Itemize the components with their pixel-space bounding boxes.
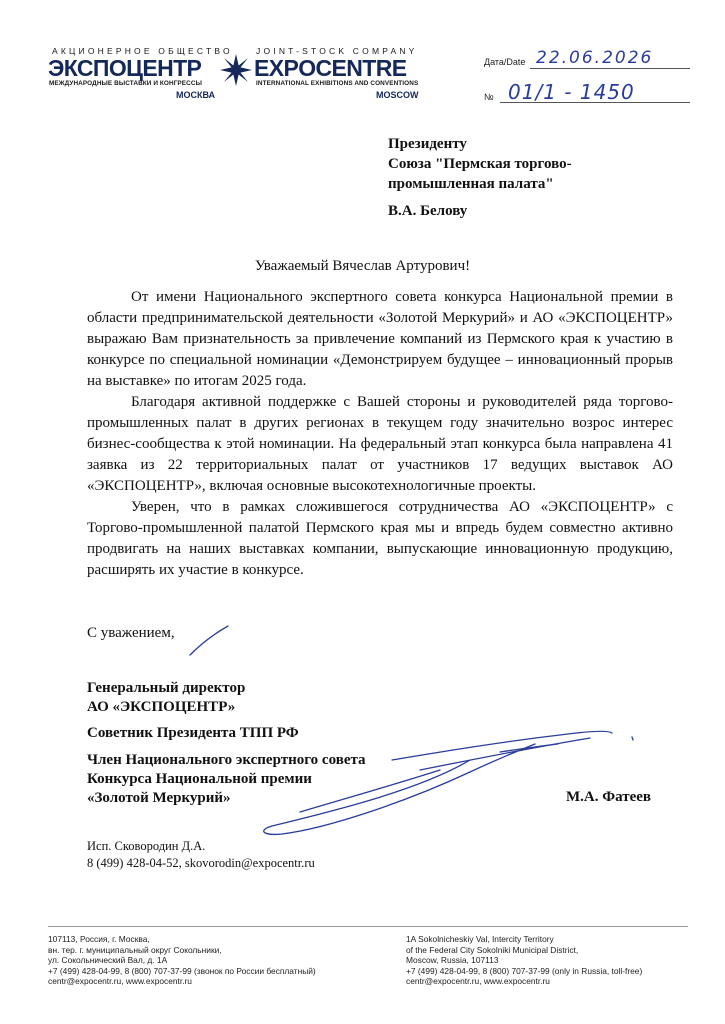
executor-info (87, 838, 315, 872)
logo-ru-city: МОСКВА (176, 90, 216, 100)
footer-en-line: Moscow, Russia, 107113 (406, 955, 499, 966)
signature-title-5: Конкурса Национальной премии (87, 771, 312, 787)
closing: С уважением, (87, 625, 175, 641)
footer-ru-line: 107113, Россия, г. Москва, (48, 934, 150, 944)
addressee-name: В.А. Белову (388, 203, 468, 219)
executor-contact: 8 (499) 428-04-52, skovorodin@expocentr.ru (87, 856, 315, 870)
footer-ru-line: ул. Сокольнический Вал, д. 1А (48, 955, 168, 966)
signer-name: М.А. Фатеев (566, 789, 652, 805)
signature-title-1: Генеральный директор (87, 680, 246, 696)
footer-ru-line: +7 (499) 428-04-99, 8 (800) 707-37-99 (звонок по России бесплатный) (48, 965, 316, 976)
logo-ru-subtitle: МЕЖДУНАРОДНЫЕ ВЫСТАВКИ И КОНГРЕССЫ (49, 80, 202, 87)
body-paragraph-3: Уверен, что в рамках сложившегося сотрудничества АО «ЭКСПОЦЕНТР» с Торгово-промышленной палатой Пермского края мы и впредь будем совместно активно продвигать на наших выставках компании, выпускающие инновационную продукцию, расширять их участие в конкурсе. (87, 499, 673, 578)
logo-en-company-type: JOINT-STOCK COMPANY (256, 46, 418, 56)
footer-en-line: of the Federal City Sokolniki Municipal District, (406, 944, 579, 955)
letter-body (87, 287, 673, 581)
footer-en-line: centr@expocentr.ru, www.expocentr.ru (406, 976, 550, 987)
executor-name: Исп. Сковородин Д.А. (87, 839, 206, 853)
signature-title-6: «Золотой Меркурий» (87, 790, 231, 806)
footer-ru-line: вн. тер. г. муниципальный округ Сокольники, (48, 944, 222, 955)
body-paragraph-1: От имени Национального экспертного совета конкурса Национальной премии в области предпринимательской деятельности «Золотой Меркурий» и АО «ЭКСПОЦЕНТР» выражаю Вам признательность за привлечение компаний из Пермского края к участию в конкурсе по специальной номинации «Демонстрируем будущее – инновационный прорыв на выставке» по итогам 2025 года. (87, 289, 673, 389)
footer-address-ru (48, 934, 316, 987)
logo-en-name: EXPOCENTRE (254, 55, 407, 81)
signature-title-3: Советник Президента ТПП РФ (87, 725, 299, 741)
footer-ru-line: centr@expocentr.ru, www.expocentr.ru (48, 976, 192, 987)
date-value: 22.06.2026 (536, 48, 654, 68)
footer-en-line: +7 (499) 428-04-99, 8 (800) 707-37-99 (only in Russia, toll-free) (406, 965, 643, 976)
logo-en-subtitle: INTERNATIONAL EXHIBITIONS AND CONVENTIONS (256, 80, 419, 87)
expocentre-star-icon (218, 52, 254, 88)
logo-ru-name: ЭКСПОЦЕНТР (48, 55, 202, 81)
footer-address-en (406, 934, 642, 987)
date-label: Дата/Date (484, 57, 526, 67)
addressee-line2: Союза "Пермская торгово- (388, 156, 572, 172)
addressee-line3: промышленная палата" (388, 176, 554, 192)
addressee-line1: Президенту (388, 136, 467, 152)
footer-divider (48, 926, 688, 927)
signature-title-2: АО «ЭКСПОЦЕНТР» (87, 699, 236, 715)
date-line (530, 68, 690, 69)
logo-ru-company-type: АКЦИОНЕРНОЕ ОБЩЕСТВО (52, 46, 233, 56)
salutation: Уважаемый Вячеслав Артурович! (254, 258, 471, 274)
number-value: 01/1 - 1450 (508, 80, 635, 104)
number-label: № (484, 92, 494, 102)
expocentre-logo (48, 46, 420, 106)
signature-title-4: Член Национального экспертного совета (87, 752, 366, 768)
body-paragraph-2: Благодаря активной поддержке с Вашей стороны и руководителей ряда торгово-промышленных палат в других регионах в текущем году значительно возрос интерес бизнес-сообщества к этой номинации. На федеральный этап конкурса была направлена 41 заявка из 22 территориальных палат от участников 17 ведущих выставок АО «ЭКСПОЦЕНТР», включая основные высокотехнологичные проекты. (87, 394, 673, 494)
footer-en-line: 1A Sokolnicheskiy Val, Intercity Territory (406, 934, 554, 944)
logo-en-city: MOSCOW (376, 90, 419, 100)
